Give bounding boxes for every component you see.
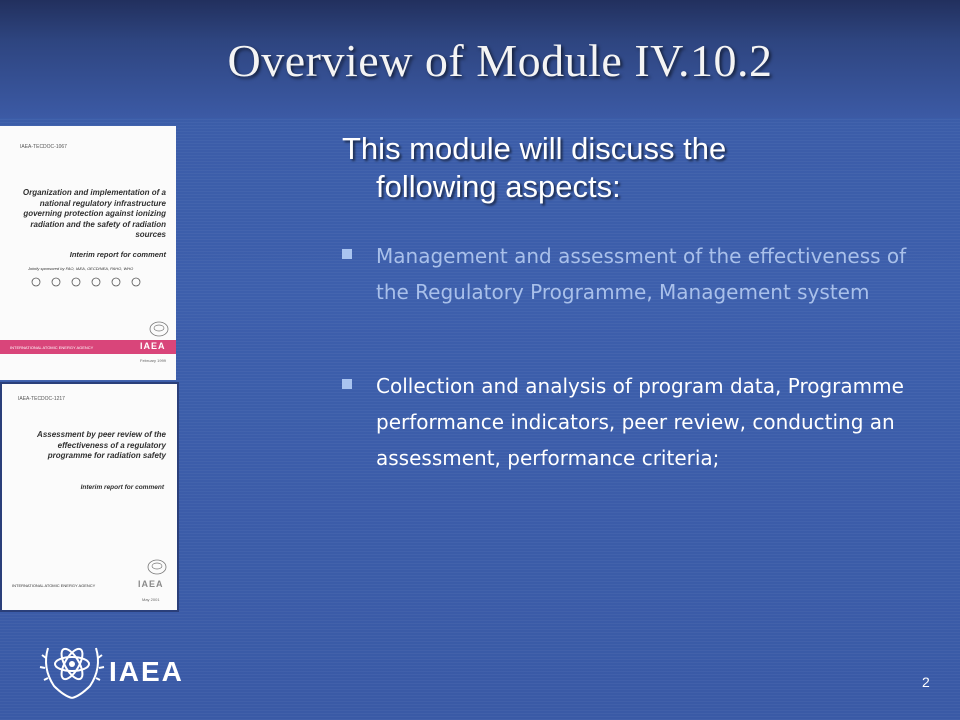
cover-date: February 1999 [140,358,167,363]
cover-date: May 2001 [142,597,160,602]
bullet-text: Management and assessment of the effectiveness of the Regulatory Programme, Management system [376,244,907,304]
slide-title: Overview of Module IV.10.2 [227,35,773,86]
iaea-emblem-icon [38,634,106,702]
bullet-item-1 [342,238,932,310]
cover-image-tecdoc-1067 [0,126,176,380]
iaea-emblem-icon [148,320,170,338]
heading-line-2: following aspects: [376,169,621,204]
cover-subtitle: Interim report for comment [80,484,164,491]
cover-doc-number: IAEA-TECDOC-1067 [20,144,67,150]
cover-title: Assessment by peer review of the effectiveness of a regulatory programme for radiation safety [37,430,166,460]
cover-doc-number: IAEA-TECDOC-1217 [18,396,65,402]
cover-brand: IAEA [140,341,166,351]
bullet-square-icon [342,249,352,259]
heading-line-1: This module will discuss the [342,131,727,166]
slide-heading [342,130,902,206]
sponsor-logos-icon [30,276,150,288]
cover-image-tecdoc-1217 [0,382,179,612]
bullet-text: Collection and analysis of program data, Programme performance indicators, peer review, conducting an assessment, performance criteria; [376,374,904,470]
iaea-emblem-icon [146,558,168,576]
cover-subtitle: Interim report for comment [69,250,166,259]
bullet-item-2 [342,368,932,476]
cover-brand: IAEA [138,579,164,589]
bullet-square-icon [342,379,352,389]
cover-agency: INTERNATIONAL ATOMIC ENERGY AGENCY [12,583,96,588]
cover-sponsors: Jointly sponsored by FAO, IAEA, OECD/NEA, PAHO, WHO [28,266,134,271]
page-number: 2 [922,674,930,690]
cover-agency: INTERNATIONAL ATOMIC ENERGY AGENCY [10,345,94,350]
cover-title: Organization and implementation of a national regulatory infrastructure governing protection against ionizing radiation and the safety of radiation sources [22,188,166,239]
iaea-logo-text: IAEA [109,656,184,687]
